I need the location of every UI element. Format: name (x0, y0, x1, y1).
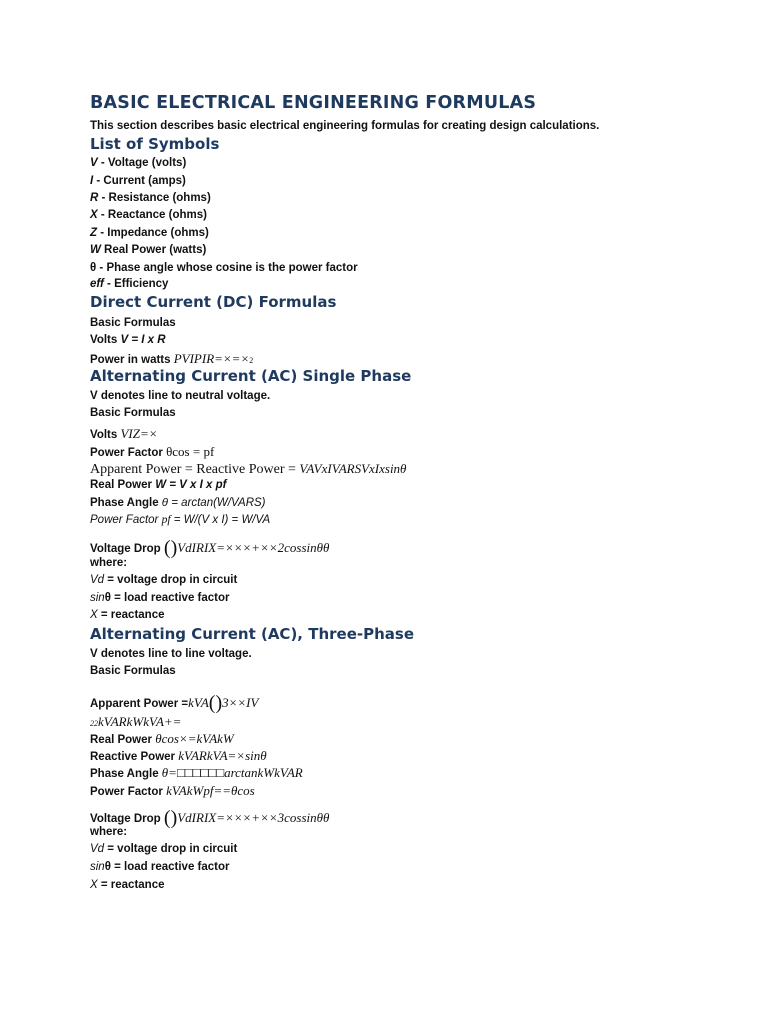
where-desc: = voltage drop in circuit (104, 843, 238, 855)
ac-single-pf2-formula (90, 514, 270, 526)
ac-three-where-item (90, 843, 237, 855)
symbol-name: W (90, 244, 101, 256)
formula-expression: W = V x I x pf (155, 479, 227, 491)
dc-basic-label: Basic Formulas (90, 317, 176, 329)
ac-single-note: V denotes line to neutral voltage. (90, 390, 271, 402)
symbol-item (90, 244, 206, 256)
formula-label: Volts (90, 334, 121, 346)
formula-subscript: 22 (90, 719, 98, 728)
symbols-heading: List of Symbols (90, 135, 220, 153)
formula-expression: PVIPIR=×=× (173, 351, 250, 366)
symbol-name: θ (90, 262, 97, 274)
formula-expression: kVARkWkVA+= (98, 714, 182, 729)
ac-single-where-item (90, 592, 230, 604)
where-symbol: sin (90, 592, 105, 604)
ac-three-where-item (90, 879, 164, 891)
formula-expression: θ = arctan(W/VARS) (161, 497, 266, 509)
symbol-item (90, 209, 207, 221)
formula-expression: = W/(V x I) = W/VA (170, 514, 271, 526)
formula-expression: V = I x R (120, 334, 166, 346)
where-desc: = voltage drop in circuit (104, 574, 238, 586)
ac-three-pf-formula (90, 783, 255, 799)
intro-text: This section describes basic electrical engineering formulas for creating design calculations. (90, 120, 600, 132)
ac-three-basic-label: Basic Formulas (90, 665, 176, 677)
formula-expression: VdIRIX=×××+××2cossinθθ (177, 540, 330, 555)
dc-heading: Direct Current (DC) Formulas (90, 293, 337, 311)
formula-label: Power Factor (90, 514, 162, 526)
symbol-item (90, 227, 209, 239)
ac-three-angle-formula (90, 765, 303, 781)
symbol-name: Z (90, 227, 98, 239)
ac-three-real-formula (90, 731, 234, 747)
symbol-item (90, 262, 358, 274)
where-symbol: sin (90, 861, 105, 873)
symbol-name: eff (90, 278, 104, 290)
page-title: BASIC ELECTRICAL ENGINEERING FORMULAS (90, 93, 537, 113)
formula-expression: θcos = pf (166, 444, 215, 459)
ac-single-vdrop-formula (90, 535, 329, 558)
formula-label: Power Factor (90, 447, 167, 459)
ac-three-note: V denotes line to line voltage. (90, 648, 252, 660)
where-desc: = reactance (97, 879, 165, 891)
symbol-desc: - Reactance (ohms) (97, 209, 207, 221)
formula-label: Reactive Power (90, 751, 179, 763)
formula-label: Voltage Drop (90, 813, 164, 825)
formula-label: Power in watts (90, 354, 174, 366)
formula-expression: VdIRIX=×××+××3cossinθθ (177, 810, 330, 825)
ac-single-apparent-formula (90, 461, 406, 478)
symbol-name: I (90, 175, 94, 187)
formula-expression: VIZ=× (120, 426, 158, 441)
formula-label: Real Power (90, 479, 156, 491)
dc-volts-formula (90, 334, 166, 346)
ac-three-kvar-formula (90, 713, 181, 731)
ac-three-heading: Alternating Current (AC), Three-Phase (90, 625, 414, 643)
formula-label: Apparent Power = (90, 698, 189, 710)
where-desc: θ = load reactive factor (104, 861, 230, 873)
ac-single-volts-formula (90, 426, 158, 442)
formula-label: Phase Angle (90, 497, 162, 509)
symbol-item (90, 157, 186, 169)
formula-expression: θ=□□□□□□arctankWkVAR (161, 765, 303, 780)
symbol-desc: - Efficiency (103, 278, 169, 290)
symbol-name: X (90, 209, 98, 221)
symbol-desc: - Current (amps) (93, 175, 186, 187)
formula-paren: () (163, 537, 178, 559)
formula-paren: () (163, 807, 178, 829)
formula-expression: kVARkVA=×sinθ (178, 748, 267, 763)
symbol-desc: Real Power (watts) (100, 244, 207, 256)
formula-expression: VAVxIVARSVxIxsinθ (299, 461, 407, 476)
where-desc: θ = load reactive factor (104, 592, 230, 604)
symbol-desc: - Resistance (ohms) (98, 192, 211, 204)
symbol-name: V (90, 157, 98, 169)
ac-single-pf-formula (90, 444, 214, 460)
symbol-item (90, 278, 168, 290)
ac-single-where-item (90, 574, 237, 586)
ac-three-vdrop-formula (90, 805, 329, 828)
ac-three-where: where: (90, 826, 128, 838)
formula-label: Real Power (90, 734, 156, 746)
formula-label: Phase Angle (90, 768, 162, 780)
ac-three-apparent-formula (90, 690, 258, 713)
ac-single-where-item (90, 609, 164, 621)
symbol-item (90, 175, 186, 187)
formula-expression: 3××IV (222, 695, 259, 710)
symbol-desc: - Voltage (volts) (97, 157, 187, 169)
formula-label: Voltage Drop (90, 543, 164, 555)
dc-power-formula (90, 351, 253, 367)
where-symbol: Vd (90, 843, 105, 855)
ac-single-angle-formula (90, 497, 266, 509)
symbol-name: R (90, 192, 99, 204)
symbol-desc: - Impedance (ohms) (97, 227, 209, 239)
formula-variable: pf (161, 514, 171, 526)
formula-subscript: 2 (249, 356, 254, 365)
ac-single-heading: Alternating Current (AC) Single Phase (90, 367, 412, 385)
where-symbol: X (90, 879, 98, 891)
symbol-item (90, 192, 211, 204)
where-symbol: Vd (90, 574, 105, 586)
where-desc: = reactance (97, 609, 165, 621)
where-symbol: X (90, 609, 98, 621)
formula-expression: kVAkWpf==θcos (166, 783, 255, 798)
formula-label: Volts (90, 429, 121, 441)
ac-single-where: where: (90, 557, 128, 569)
symbol-desc: - Phase angle whose cosine is the power factor (96, 262, 358, 274)
ac-three-where-item (90, 861, 230, 873)
formula-label: Apparent Power = Reactive Power = (90, 462, 300, 477)
ac-three-reactive-formula (90, 748, 267, 764)
formula-expression: θcos×=kVAkW (155, 731, 234, 746)
ac-single-real-formula (90, 479, 226, 491)
formula-paren: () (208, 692, 223, 714)
formula-label: Power Factor (90, 786, 167, 798)
formula-expression: kVA (188, 695, 209, 710)
ac-single-basic-label: Basic Formulas (90, 407, 176, 419)
